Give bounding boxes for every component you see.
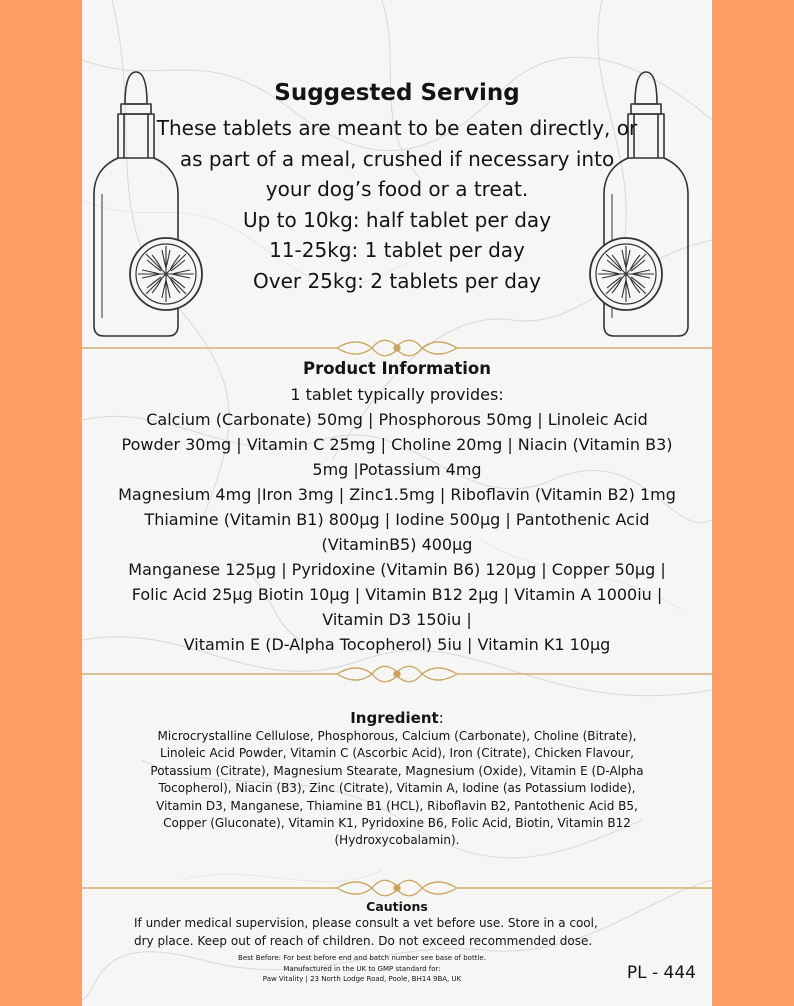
ornament-divider-icon [82, 662, 712, 686]
ingredient-text [82, 728, 712, 850]
ingredient-line: Tocopherol), Niacin (B3), Zinc (Citrate), Vitamin A, Iodine (as Potassium Iodide), [158, 781, 636, 796]
serving-line: 11-25kg: 1 tablet per day [269, 238, 525, 262]
serving-text [82, 113, 712, 296]
ingredient-line: Potassium (Citrate), Magnesium Stearate, Magnesium (Oxide), Vitamin E (D-Alpha [150, 763, 644, 778]
product-line: 1 tablet typically provides: [290, 385, 504, 404]
cautions-title: Cautions [366, 899, 428, 914]
ingredient-line: Microcrystalline Cellulose, Phosphorous, Calcium (Carbonate), Choline (Bitrate), [157, 729, 637, 743]
product-text [82, 382, 712, 657]
cautions-line: dry place. Keep out of reach of children. Do not exceed recommended dose. [134, 934, 593, 948]
footer-line: Best Before: For best before end and batch number see base of bottle. [238, 954, 486, 962]
ingredient-colon: : [438, 709, 444, 727]
footer-small-print [122, 953, 602, 985]
serving-title: Suggested Serving [274, 80, 520, 106]
product-line: 5mg |Potassium 4mg [312, 460, 482, 479]
product-line: Powder 30mg | Vitamin C 25mg | Choline 20mg | Niacin (Vitamin B3) [121, 435, 673, 454]
product-line: (VitaminB5) 400µg [321, 535, 473, 554]
product-line: Vitamin D3 150iu | [322, 610, 472, 629]
product-line: Thiamine (Vitamin B1) 800µg | Iodine 500µg | Pantothenic Acid [144, 510, 650, 529]
label-panel [82, 0, 712, 1006]
ornament-divider-icon [82, 336, 712, 360]
ornament-divider-icon [82, 876, 712, 900]
ingredient-title-text: Ingredient [350, 709, 439, 727]
product-line: Vitamin E (D-Alpha Tocopherol) 5iu | Vitamin K1 10µg [183, 635, 611, 654]
product-line: Manganese 125µg | Pyridoxine (Vitamin B6) 120µg | Copper 50µg | [128, 560, 666, 579]
product-line: Magnesium 4mg |Iron 3mg | Zinc1.5mg | Riboflavin (Vitamin B2) 1mg [118, 485, 676, 504]
cautions-line: If under medical supervision, please consult a vet before use. Store in a cool, [134, 916, 598, 930]
ingredient-line: Linoleic Acid Powder, Vitamin C (Ascorbic Acid), Iron (Citrate), Chicken Flavour, [160, 746, 634, 761]
serving-line: These tablets are meant to be eaten directly, or as part of a meal, crushed if necessary into your dog’s food or a treat. [156, 116, 638, 201]
serving-line: Over 25kg: 2 tablets per day [252, 268, 541, 293]
footer-line: Manufactured in the UK to GMP standard for: [283, 964, 441, 973]
product-title: Product Information [302, 359, 492, 378]
product-line: Calcium (Carbonate) 50mg | Phosphorous 50mg | Linoleic Acid [146, 410, 648, 429]
ingredient-line: (Hydroxycobalamin). [334, 833, 460, 848]
ingredient-line: Vitamin D3, Manganese, Thiamine B1 (HCL), Riboflavin B2, Pantothenic Acid B5, [156, 798, 638, 813]
serving-line: Up to 10kg: half tablet per day [242, 207, 552, 232]
product-code: PL - 444 [626, 963, 696, 983]
product-line: Folic Acid 25µg Biotin 10µg | Vitamin B12 2µg | Vitamin A 1000iu | [131, 585, 663, 604]
cautions-text [134, 914, 674, 950]
ingredient-line: Copper (Gluconate), Vitamin K1, Pyridoxine B6, Folic Acid, Biotin, Vitamin B12 [163, 816, 631, 831]
ingredient-title [82, 708, 712, 728]
footer-line: Paw Vitality | 23 North Lodge Road, Poole, BH14 9BA, UK [262, 975, 462, 983]
